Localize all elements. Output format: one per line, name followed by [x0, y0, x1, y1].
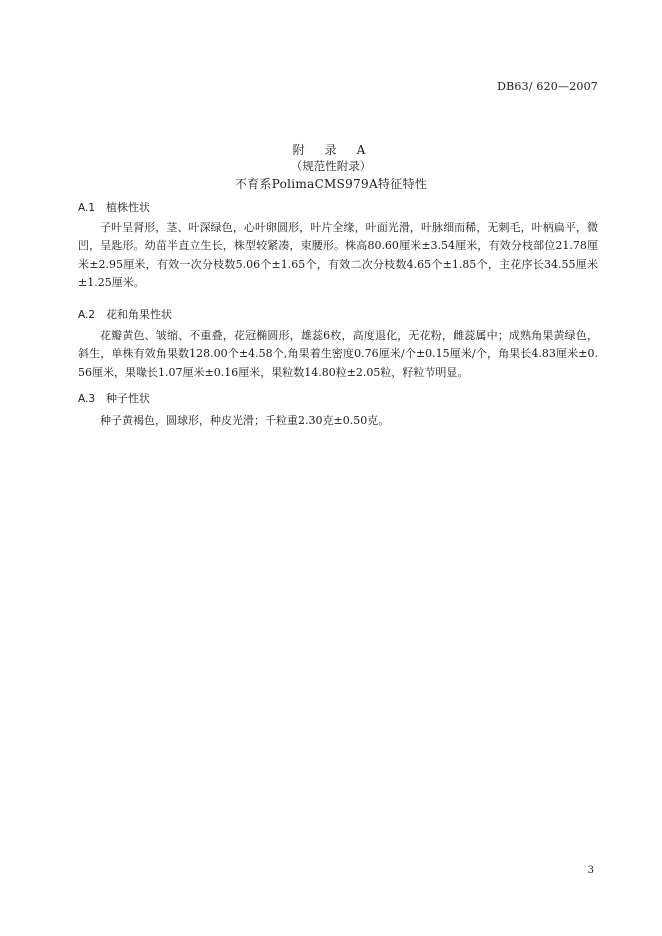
section-number: A.3 [78, 393, 96, 405]
appendix-heading: 不育系PolimaCMS979A特征特性 [234, 177, 428, 191]
page-number: 3 [587, 865, 594, 876]
section-heading-a3 [78, 390, 150, 406]
appendix-subtitle: （规范性附录） [290, 159, 372, 173]
document-code: DB63/ 620—2007 [497, 80, 598, 93]
section-paragraph-a2: 花瓣黄色、皱缩、不重叠，花冠椭圆形，雄蕊6枚，高度退化，无花粉，雌蕊属中；成熟角果黄绿色，斜生，单株有效角果数128.00个±4.58个,角果着生密度0.76厘米/个±0.15厘米/个，角果长4.83厘米±0.56厘米，果喙长1.07厘米±0.16厘米，果粒数14.80粒±2.05粒，籽粒节明显。 [78, 329, 598, 379]
section-heading-a1 [78, 199, 150, 215]
section-heading-a2 [78, 306, 172, 322]
section-title: 种子性状 [106, 392, 150, 405]
section-title: 花和角果性状 [106, 308, 172, 321]
section-paragraph-a1: 子叶呈肾形，茎、叶深绿色，心叶卵圆形，叶片全缘，叶面光滑，叶脉细而稀，无刺毛，叶柄扁平，微凹，呈匙形。幼苗半直立生长，株型较紧凑，束腰形。株高80.60厘米±3.54厘米，有效分枝部位21.78厘米±2.95厘米，有效一次分枝数5.06个±1.65个，有效二次分枝数4.65个±1.85个，主花序长34.55厘米±1.25厘米。 [78, 221, 598, 289]
section-paragraph-a3: 种子黄褐色，圆球形，种皮光滑；千粒重2.30克±0.50克。 [100, 414, 390, 427]
section-title: 植株性状 [106, 201, 150, 214]
section-number: A.1 [78, 202, 96, 214]
section-number: A.2 [78, 309, 96, 321]
appendix-title: 附 录 A [292, 143, 370, 157]
